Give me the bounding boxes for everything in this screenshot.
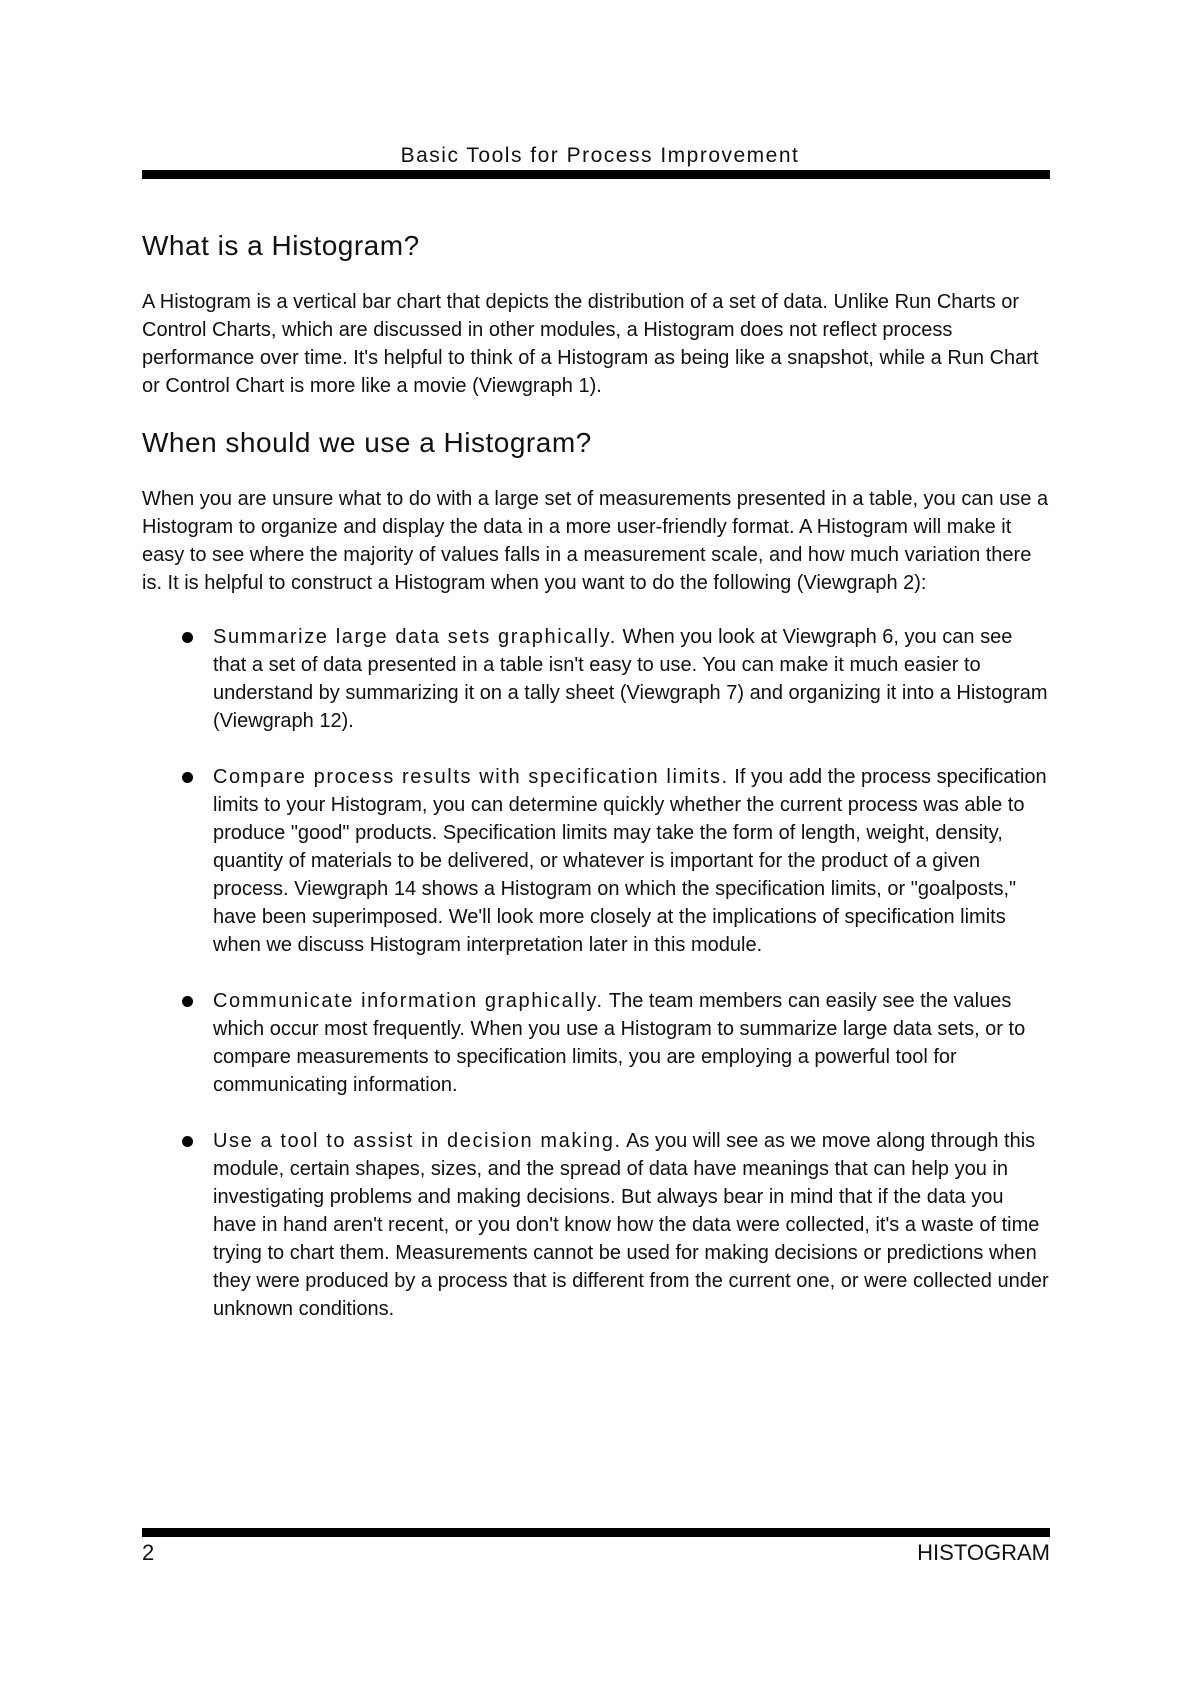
bullet-text: If you add the process specification limits to your Histogram, you can determine quickly whether the current process was able to produce "good" products. Specification limits may take the form of length, weight, density, quantity of materials to be delivered, or whatever is important for the product of a given process. Viewgraph 14 shows a Histogram on which the specification limits, or "goalposts," have been superimposed. We'll look more closely at the implications of specification limits when we discuss Histogram interpretation later in this module. bbox=[213, 766, 1047, 956]
use-cases-list bbox=[142, 623, 1050, 1323]
running-header: Basic Tools for Process Improvement bbox=[400, 144, 800, 167]
bullet-lead: Summarize large data sets graphically. bbox=[213, 626, 617, 648]
bullet-icon bbox=[182, 1136, 193, 1147]
section-paragraph-what-is: A Histogram is a vertical bar chart that depicts the distribution of a set of data. Unlike Run Charts or Control Charts, which are discussed in other modules, a Histogram does not reflect process performance over time. It's helpful to think of a Histogram as being like a snapshot, while a Run Chart or Control Chart is more like a movie (Viewgraph 1). bbox=[142, 291, 1039, 397]
section-heading-what-is: What is a Histogram? bbox=[142, 230, 420, 261]
bullet-icon bbox=[182, 772, 193, 783]
module-name: HISTOGRAM bbox=[917, 1540, 1050, 1565]
bullet-text: The team members can easily see the values which occur most frequently. When you use a Histogram to summarize large data sets, or to compare measurements to specification limits, you are employing a powerful tool for communicating information. bbox=[213, 990, 1026, 1096]
bullet-lead: Compare process results with specification limits. bbox=[213, 766, 729, 788]
list-item bbox=[142, 987, 1050, 1099]
page-number: 2 bbox=[142, 1540, 155, 1565]
header-rule bbox=[142, 170, 1050, 179]
bullet-text: When you look at Viewgraph 6, you can see that a set of data presented in a table isn't easy to use. You can make it much easier to understand by summarizing it on a tally sheet (Viewgraph 7) and organizing it into a Histogram (Viewgraph 12). bbox=[213, 626, 1048, 732]
section-heading-when-to-use: When should we use a Histogram? bbox=[142, 427, 592, 458]
bullet-lead: Use a tool to assist in decision making. bbox=[213, 1130, 622, 1152]
bullet-lead: Communicate information graphically. bbox=[213, 990, 604, 1012]
section-paragraph-when-to-use: When you are unsure what to do with a large set of measurements presented in a table, you can use a Histogram to organize and display the data in a more user-friendly format. A Histogram will make it easy to see where the majority of values falls in a measurement scale, and how much variation there is. It is helpful to construct a Histogram when you want to do the following (Viewgraph 2): bbox=[142, 488, 1049, 594]
list-item bbox=[142, 1127, 1050, 1323]
list-item bbox=[142, 763, 1050, 959]
bullet-text: As you will see as we move along through this module, certain shapes, sizes, and the spread of data have meanings that can help you in investigating problems and making decisions. But always bear in mind that if the data you have in hand aren't recent, or you don't know how the data were collected, it's a waste of time trying to chart them. Measurements cannot be used for making decisions or predictions when they were produced by a process that is different from the current one, or were collected under unknown conditions. bbox=[213, 1130, 1049, 1320]
footer-rule bbox=[142, 1528, 1050, 1537]
list-item bbox=[142, 623, 1050, 735]
bullet-icon bbox=[182, 996, 193, 1007]
bullet-icon bbox=[182, 632, 193, 643]
page-body bbox=[142, 228, 1050, 1351]
